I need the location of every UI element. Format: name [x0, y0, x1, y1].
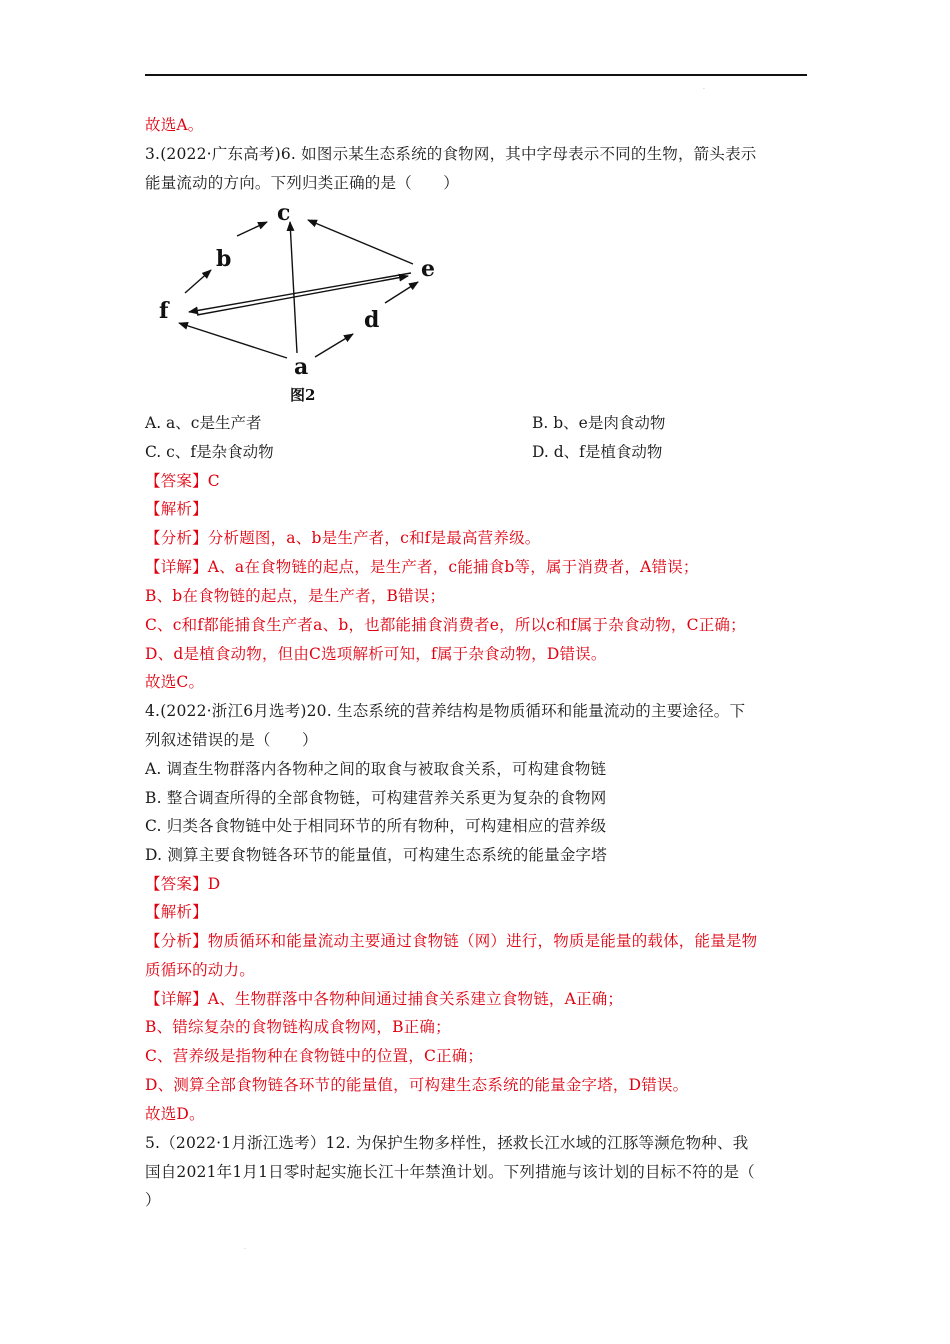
food-web-figure: [145, 196, 455, 410]
option-q3-c: C. c、f是杂食动物: [145, 443, 274, 461]
node-a: a: [294, 354, 309, 380]
header-rule: [145, 74, 807, 76]
detail-q3-c: C、c和f都能捕食生产者a、b，也都能捕食消费者e，所以c和f属于杂食动物，C正确；: [145, 616, 746, 634]
question-4-stem: 4.(2022·浙江6月选考)20. 生态系统的营养结构是物质循环和能量流动的主要途径。下: [145, 702, 746, 720]
option-q4-a: A. 调查生物群落内各物种之间的取食与被取食关系，可构建食物链: [145, 760, 607, 778]
figure-caption: 图2: [290, 386, 316, 404]
option-q4-b: B. 整合调查所得的全部食物链，可构建营养关系更为复杂的食物网: [145, 789, 607, 807]
answer-q4: 【答案】D: [145, 875, 221, 893]
conclusion-q4: 故选D。: [145, 1105, 205, 1123]
question-5-stem-cont: 国自2021年1月1日零时起实施长江十年禁渔计划。下列措施与该计划的目标不符的是（: [145, 1163, 755, 1181]
question-3-stem: 3.(2022·广东高考)6. 如图示某生态系统的食物网，其中字母表示不同的生物，箭头表示: [145, 145, 757, 163]
arrow-d-to-e: [385, 282, 418, 303]
arrow-a-to-f: [179, 323, 287, 358]
arrow-a-to-d: [315, 334, 353, 357]
analysis-q4: 【分析】物质循环和能量流动主要通过食物链（网）进行，物质是能量的载体，能量是物: [145, 932, 758, 950]
detail-q4-a: 【详解】A、生物群落中各物种间通过捕食关系建立食物链，A正确；: [145, 990, 624, 1008]
option-q4-d: D. 测算主要食物链各环节的能量值，可构建生态系统的能量金字塔: [145, 846, 607, 864]
option-q4-c: C. 归类各食物链中处于相同环节的所有物种，可构建相应的营养级: [145, 817, 607, 835]
detail-q3-a: 【详解】A、a在食物链的起点，是生产者，c能捕食b等，属于消费者，A错误；: [145, 558, 699, 576]
question-4-stem-cont: 列叙述错误的是（ ）: [145, 731, 318, 749]
question-3-stem-cont: 能量流动的方向。下列归类正确的是（ ）: [145, 174, 460, 192]
analysis-heading-q3: 【解析】: [145, 500, 208, 518]
option-q3-b: B. b、e是肉食动物: [532, 414, 666, 432]
option-q3-a: A. a、c是生产者: [145, 414, 262, 432]
answer-q3: 【答案】C: [145, 472, 220, 490]
footer-mark: .: [244, 1244, 246, 1251]
answer-conclusion: 故选A。: [145, 116, 204, 134]
detail-q4-c: C、营养级是指物种在食物链中的位置，C正确；: [145, 1047, 484, 1065]
arrow-f-to-b: [185, 270, 211, 293]
analysis-q3: 【分析】分析题图，a、b是生产者，c和f是最高营养级。: [145, 529, 541, 547]
arrow-a-to-c: [290, 222, 297, 353]
conclusion-q3: 故选C。: [145, 673, 205, 691]
arrow-b-to-c: [237, 222, 267, 236]
option-q3-d: D. d、f是植食动物: [532, 443, 663, 461]
question-5-stem: 5.（2022·1月浙江选考）12. 为保护生物多样性，拯救长江水域的江豚等濒危物种、我: [145, 1134, 749, 1152]
arrow-e-to-c: [308, 220, 413, 264]
node-f: f: [159, 298, 169, 324]
detail-q4-d: D、测算全部食物链各环节的能量值，可构建生态系统的能量金字塔，D错误。: [145, 1076, 689, 1094]
node-b: b: [216, 246, 232, 272]
detail-q3-d: D、d是植食动物，但由C选项解析可知，f属于杂食动物，D错误。: [145, 645, 607, 663]
question-5-stem-end: ）: [145, 1191, 161, 1209]
node-d: d: [364, 307, 380, 333]
header-mark: .: [703, 84, 705, 91]
node-c: c: [277, 200, 291, 226]
analysis-q4-cont: 质循环的动力。: [145, 961, 255, 979]
analysis-heading-q4: 【解析】: [145, 903, 208, 921]
detail-q4-b: B、错综复杂的食物链构成食物网，B正确；: [145, 1018, 451, 1036]
detail-q3-b: B、b在食物链的起点，是生产者，B错误；: [145, 587, 446, 605]
node-e: e: [421, 256, 435, 282]
